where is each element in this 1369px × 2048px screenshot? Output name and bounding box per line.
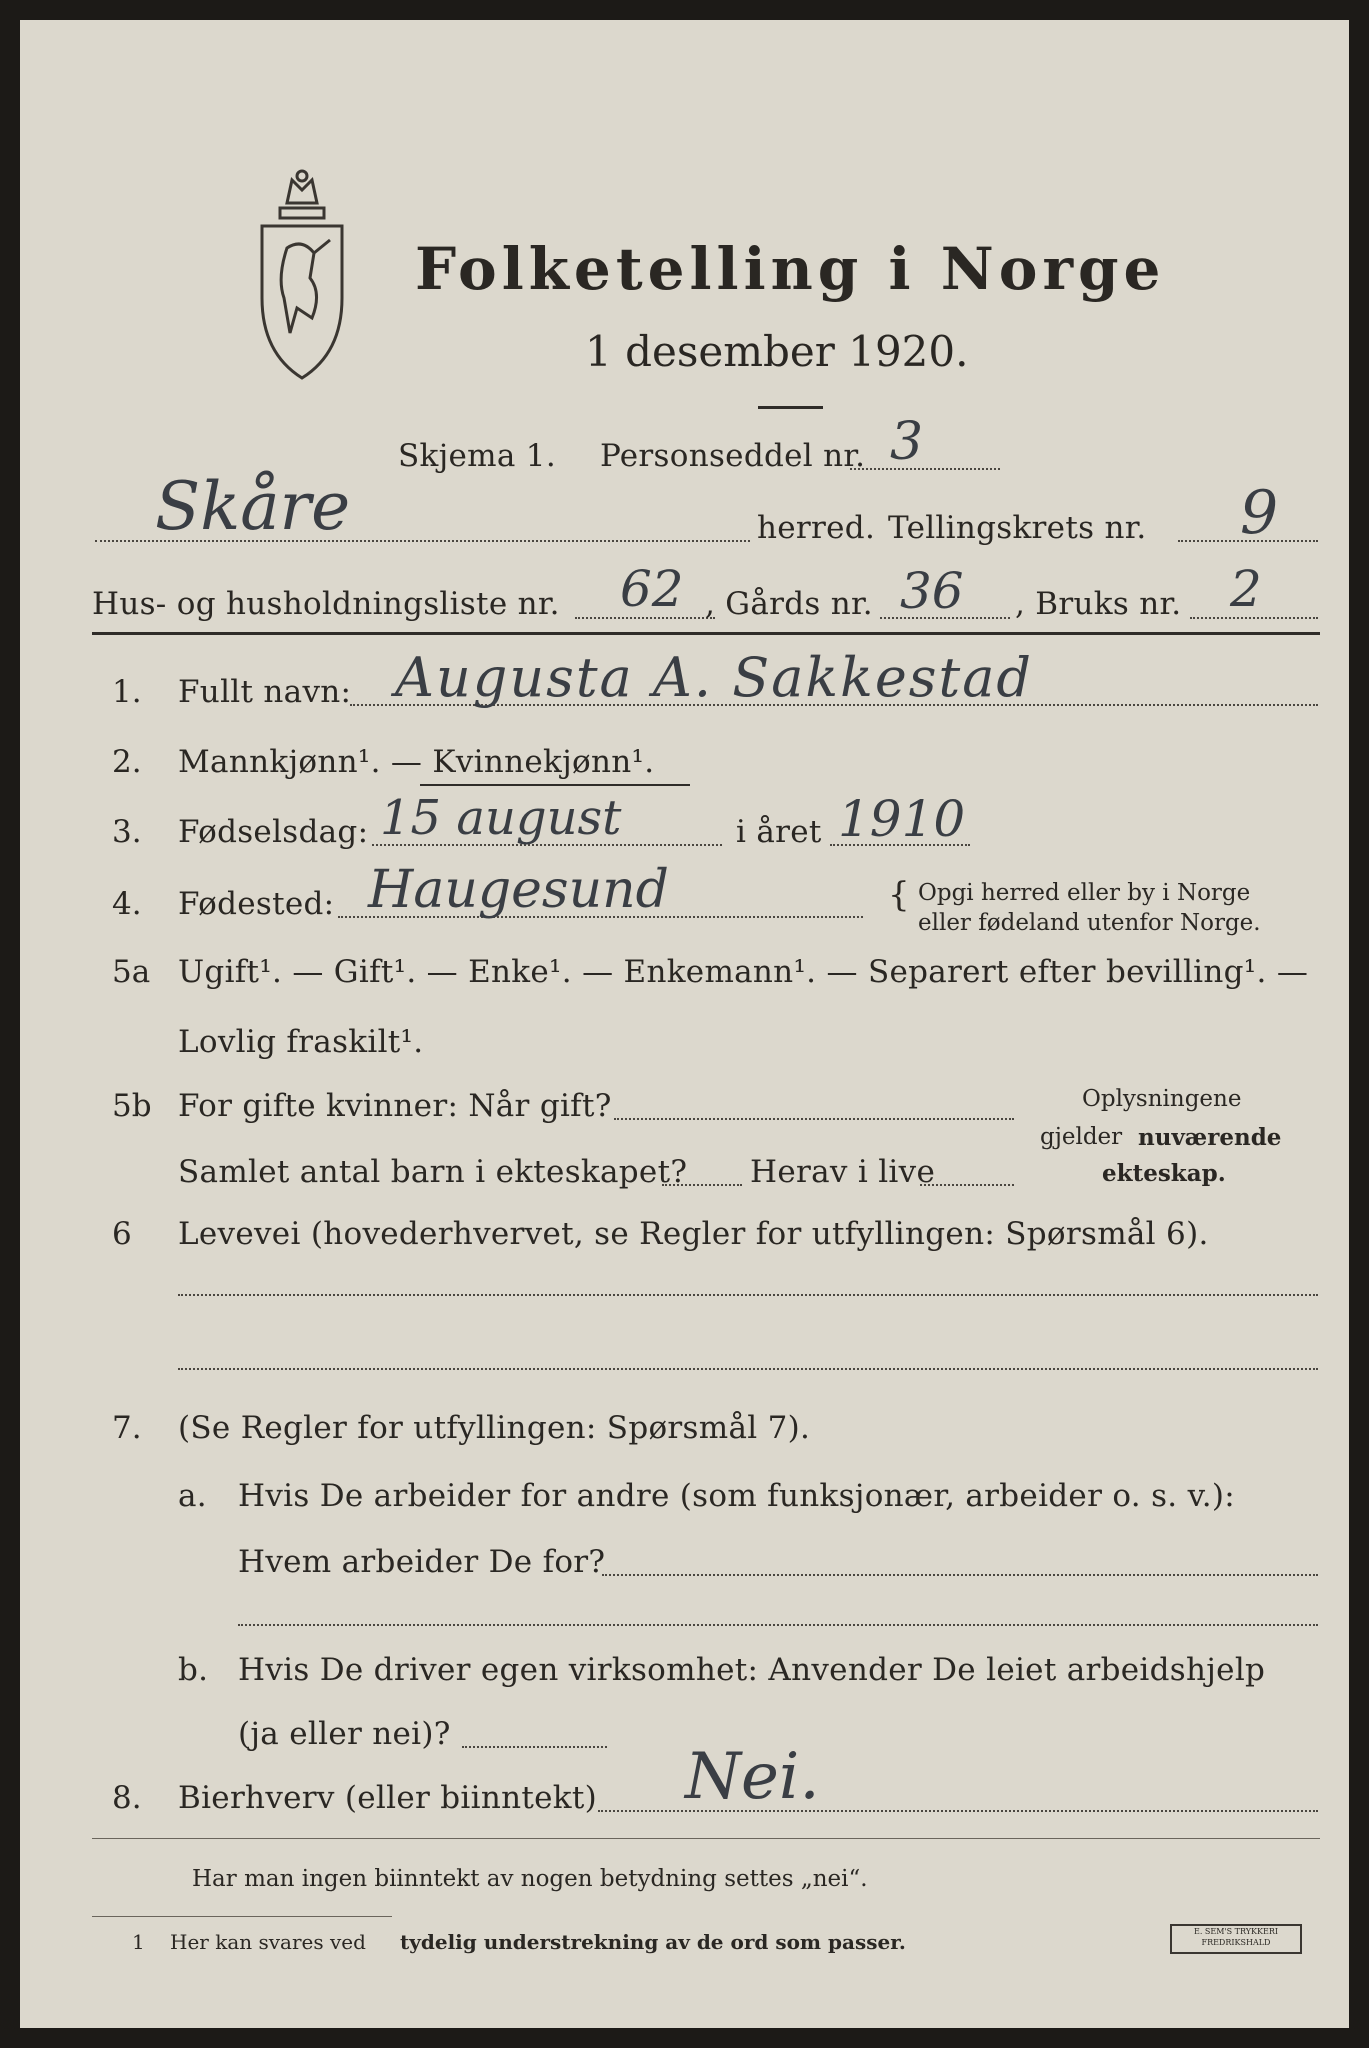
- q4-note-line2: eller fødeland utenfor Norge.: [918, 910, 1261, 936]
- q7b-answer-line: [462, 1746, 607, 1748]
- bruks-label: , Bruks nr.: [1015, 586, 1182, 622]
- q5b-note-line1: Oplysningene: [1082, 1086, 1242, 1112]
- q4-label: Fødested:: [178, 886, 335, 922]
- q7a-line1: Hvis De arbeider for andre (som funksjonær, arbeider o. s. v.):: [238, 1478, 1236, 1514]
- divider: [758, 406, 823, 409]
- q4-note-brace: {: [888, 875, 910, 915]
- gender-underline: [420, 784, 690, 786]
- married-when-line: [614, 1118, 1014, 1120]
- married-when-label: For gifte kvinner: Når gift?: [178, 1088, 612, 1124]
- q7b-line2: (ja eller nei)?: [238, 1716, 451, 1752]
- q5b-note-line2b: nuværende: [1138, 1124, 1282, 1151]
- q3-label: Fødselsdag:: [178, 814, 369, 850]
- tellingskrets-label: Tellingskrets nr.: [888, 510, 1147, 546]
- municipality-value: Skåre: [155, 468, 351, 545]
- q7a-letter: a.: [178, 1478, 207, 1514]
- q1-number: 1.: [112, 674, 142, 710]
- gards-label: , Gårds nr.: [705, 586, 873, 622]
- header-rule: [92, 632, 1320, 635]
- coat-of-arms-icon: [252, 168, 352, 384]
- form-title: Folketelling i Norge: [415, 235, 1166, 303]
- footnote-marker: 1: [132, 1930, 145, 1954]
- birth-year-value: 1910: [838, 790, 966, 848]
- q8-number: 8.: [112, 1780, 142, 1816]
- q5b-note-line3: ekteskap.: [1102, 1160, 1226, 1187]
- q7-label: (Se Regler for utfyllingen: Spørsmål 7).: [178, 1410, 811, 1446]
- herred-label: herred.: [757, 510, 876, 546]
- q5b-number: 5b: [112, 1088, 152, 1124]
- tellingskrets-value: 9: [1240, 478, 1279, 548]
- q7a-answer-line2: [238, 1624, 1318, 1626]
- full-name-value: Augusta A. Sakkestad: [395, 646, 1033, 709]
- alive-line: [920, 1184, 1014, 1186]
- footnote-rule: [92, 1916, 392, 1917]
- personseddel-value: 3: [890, 412, 924, 472]
- footer-note: Har man ingen biinntekt av nogen betydning settes „nei“.: [192, 1866, 868, 1892]
- children-label: Samlet antal barn i ekteskapet?: [178, 1154, 688, 1190]
- q1-label: Fullt navn:: [178, 674, 352, 710]
- printer-line1: E. SEM'S TRYKKERI: [1193, 1927, 1279, 1936]
- q6-line1: [178, 1294, 1318, 1296]
- q6-label: Levevei (hovederhvervet, se Regler for utfyllingen: Spørsmål 6).: [178, 1216, 1209, 1252]
- q3-number: 3.: [112, 814, 142, 850]
- bruks-value: 2: [1230, 560, 1262, 618]
- alive-label: Herav i live: [750, 1154, 936, 1190]
- q4-note-line1: Opgi herred eller by i Norge: [918, 880, 1251, 906]
- birthplace-value: Haugesund: [368, 860, 669, 920]
- q6-line2: [178, 1368, 1318, 1370]
- gender-options: Mannkjønn¹. — Kvinnekjønn¹.: [178, 744, 655, 780]
- personseddel-line: [850, 468, 1000, 470]
- q7b-line1: Hvis De driver egen virksomhet: Anvender De leiet arbeidshjelp: [238, 1652, 1266, 1688]
- birth-date-value: 15 august: [380, 790, 622, 846]
- hus-value: 62: [620, 560, 684, 618]
- children-line: [662, 1184, 742, 1186]
- gards-value: 36: [900, 562, 964, 620]
- footnote-text-a: Her kan svares ved: [170, 1930, 366, 1954]
- municipality-line: [95, 540, 750, 542]
- q7a-line2: Hvem arbeider De for?: [238, 1544, 606, 1580]
- footer-rule: [92, 1838, 1320, 1839]
- q6-number: 6: [112, 1216, 132, 1252]
- side-income-value: Nei.: [685, 1740, 820, 1814]
- q5a-number: 5a: [112, 954, 151, 990]
- hus-label: Hus- og husholdningsliste nr.: [92, 586, 560, 622]
- personseddel-label: Personseddel nr.: [600, 438, 866, 474]
- q7b-letter: b.: [178, 1652, 209, 1688]
- schema-label: Skjema 1.: [398, 438, 556, 474]
- q5b-note-line2a: gjelder: [1040, 1124, 1123, 1150]
- year-label: i året: [736, 814, 822, 850]
- printer-mark: [1170, 1924, 1302, 1954]
- q2-number: 2.: [112, 744, 142, 780]
- marital-status-divorced: Lovlig fraskilt¹.: [178, 1024, 424, 1060]
- q4-number: 4.: [112, 886, 142, 922]
- printer-line2: FREDRIKSHALD: [1201, 1938, 1271, 1947]
- census-date: 1 desember 1920.: [585, 327, 969, 376]
- q7-number: 7.: [112, 1410, 142, 1446]
- q8-label: Bierhverv (eller biinntekt): [178, 1780, 598, 1816]
- census-form: [20, 20, 1349, 2028]
- marital-status-options: Ugift¹. — Gift¹. — Enke¹. — Enkemann¹. — Separert efter bevilling¹. —: [178, 954, 1309, 990]
- footnote-text-b: tydelig understrekning av de ord som passer.: [400, 1930, 906, 1954]
- q7a-answer-line: [602, 1574, 1318, 1576]
